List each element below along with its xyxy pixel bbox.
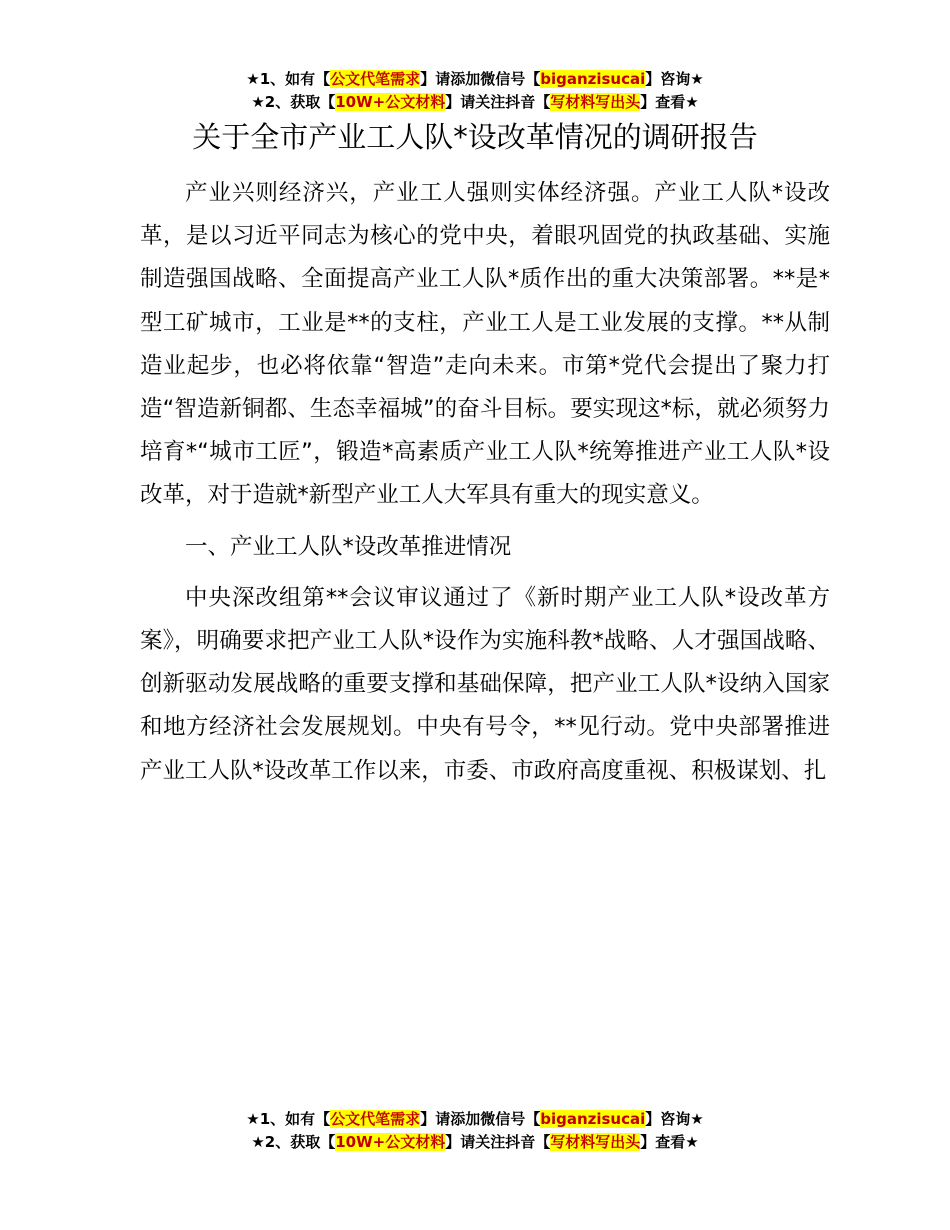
paragraph-section-1: 中央深改组第**会议审议通过了《新时期产业工人队*设改革方案》，明确要求把产业工人队*设作为实施科教*战略、人才强国战略、创新驱动发展战略的重要支撑和基础保障，把产业工人队*设纳入国家和地方经济社会发展规划。中央有号令，**见行动。党中央部署推进产业工人队*设改革工作以来，市委、市政府高度重视、积极谋划、扎 — [140, 584, 830, 784]
banner-text: 】查看★ — [640, 93, 699, 111]
banner-text: 】请关注抖音【 — [445, 93, 551, 111]
banner-line-2 — [0, 1131, 950, 1154]
banner-text: 】查看★ — [640, 1133, 699, 1151]
banner-highlight: 10W+公文材料 — [335, 1133, 446, 1151]
banner-line-1 — [0, 1108, 950, 1131]
banner-text: ★1、如有【 — [246, 1110, 331, 1128]
banner-text: ★1、如有【 — [246, 70, 331, 88]
banner-highlight: 公文代笔需求 — [330, 70, 421, 88]
document-body — [140, 172, 830, 801]
header-banner — [0, 68, 950, 114]
banner-highlight: 写材料写出头 — [550, 93, 641, 111]
banner-text: 】咨询★ — [645, 1110, 704, 1128]
banner-highlight: biganzisucai — [540, 1110, 646, 1128]
banner-highlight: biganzisucai — [540, 70, 646, 88]
banner-line-1 — [0, 68, 950, 91]
banner-text: ★2、获取【 — [251, 93, 336, 111]
banner-text: 】咨询★ — [645, 70, 704, 88]
document-title: 关于全市产业工人队*设改革情况的调研报告 — [192, 120, 758, 154]
banner-text: ★2、获取【 — [251, 1133, 336, 1151]
banner-text: 】请添加微信号【 — [420, 70, 541, 88]
banner-highlight: 10W+公文材料 — [335, 93, 446, 111]
banner-text: 】请添加微信号【 — [420, 1110, 541, 1128]
banner-text: 】请关注抖音【 — [445, 1133, 551, 1151]
banner-highlight: 公文代笔需求 — [330, 1110, 421, 1128]
section-heading: 一、产业工人队*设改革推进情况 — [185, 533, 512, 560]
banner-highlight: 写材料写出头 — [550, 1133, 641, 1151]
footer-banner — [0, 1108, 950, 1154]
paragraph-intro: 产业兴则经济兴，产业工人强则实体经济强。产业工人队*设改革，是以习近平同志为核心的党中央，着眼巩固党的执政基础、实施制造强国战略、全面提高产业工人队*质作出的重大决策部署。**是*型工矿城市，工业是**的支柱，产业工人是工业发展的支撑。**从制造业起步，也必将依靠“智造”走向未来。市第*党代会提出了聚力打造“智造新铜都、生态幸福城”的奋斗目标。要实现这*标，就必须努力培育*“城市工匠”，锻造*高素质产业工人队*统筹推进产业工人队*设改革，对于造就*新型产业工人大军具有重大的现实意义。 — [140, 180, 830, 509]
banner-line-2 — [0, 91, 950, 114]
